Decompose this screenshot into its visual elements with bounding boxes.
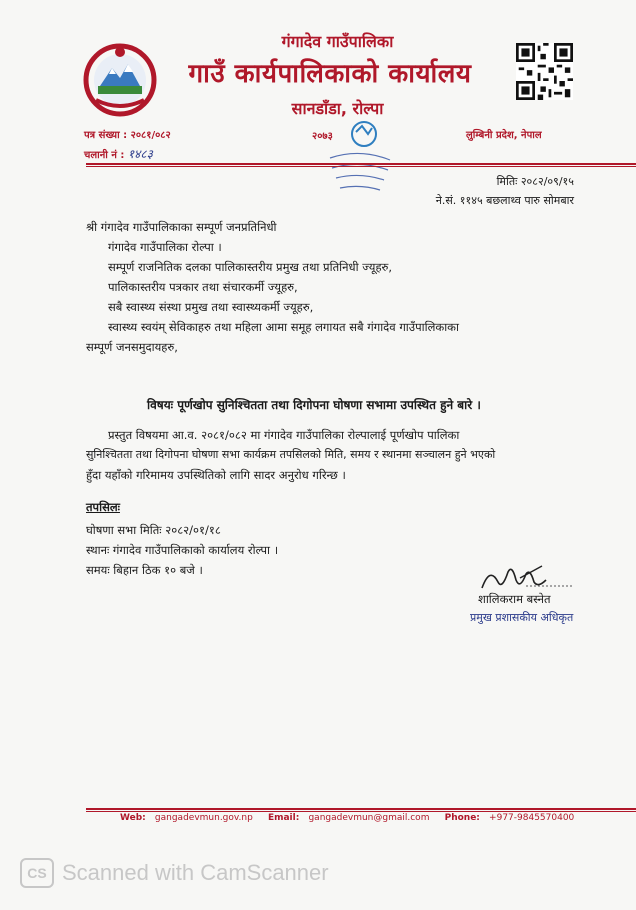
- web-label: Web:: [120, 813, 146, 823]
- header-divider: [86, 163, 636, 165]
- recipient-line: गंगादेव गाउँपालिका रोल्पा ।: [108, 240, 222, 254]
- nepal-emblem-icon: [82, 42, 158, 118]
- dispatch-label: चलानी नं :: [84, 150, 125, 161]
- camscanner-watermark: [20, 858, 329, 888]
- province-label: लुम्बिनी प्रदेश, नेपाल: [466, 130, 542, 141]
- nepal-sambat-date: ने.सं. ११४५ बछलाथ्व पारु सोमबार: [435, 194, 574, 207]
- header-divider-thin: [86, 166, 636, 167]
- footer-divider-thin: [86, 811, 636, 812]
- office-title: गाउँ कार्यपालिकाको कार्यालय: [188, 59, 472, 89]
- qr-code-icon: [516, 43, 573, 100]
- phone-label: Phone:: [444, 813, 480, 823]
- signatory-name: शालिकराम बस्नेत: [478, 592, 551, 606]
- body-paragraph: [86, 425, 572, 485]
- details-item: घोषणा सभा मितिः २०८२/०१/१८: [86, 523, 221, 537]
- municipality-name: गंगादेव गाउँपालिका: [281, 32, 394, 51]
- recipient-line: सबै स्वास्थ्य संस्था प्रमुख तथा स्वास्थ्यकर्मी ज्यूहरु,: [108, 300, 314, 314]
- ref-value: २०८१/०८२: [130, 130, 171, 141]
- recipient-line: सम्पूर्ण जनसमुदायहरु,: [86, 340, 178, 354]
- details-heading: तपसिलः: [86, 500, 120, 514]
- recipient-line: श्री गंगादेव गाउँपालिकाका सम्पूर्ण जनप्रतिनिधी: [86, 220, 277, 234]
- email-label: Email:: [267, 813, 300, 823]
- body-line: सुनिश्चितता तथा दिगोपना घोषणा सभा कार्यक्रम तपसिलको मिति, समय र स्थानमा सञ्चालन हुने भएको: [86, 448, 496, 461]
- details-item: समयः बिहान ठिक १० बजे ।: [86, 563, 203, 577]
- recipient-line: सम्पूर्ण राजनितिक दलका पालिकास्तरीय प्रमुख तथा प्रतिनिधी ज्यूहरु,: [108, 260, 393, 274]
- details-list: [86, 520, 278, 580]
- subject-line: विषयः पूर्णखोप सुनिश्चितता तथा दिगोपना घोषणा सभामा उपस्थित हुने बारे ।: [147, 398, 481, 412]
- camscanner-logo-icon: CS: [20, 858, 54, 888]
- office-address: सानडाँडा, रोल्पा: [291, 99, 384, 118]
- body-line: प्रस्तुत विषयमा आ.व. २०८१/०८२ मा गंगादेव गाउँपालिका रोल्पालाई पूर्णखोप पालिका: [108, 428, 460, 442]
- phone-number: +977-9845570400: [489, 813, 575, 823]
- signature-icon: [476, 560, 576, 596]
- web-link[interactable]: gangadevmun.gov.np: [154, 813, 253, 823]
- established-year: २०७३: [312, 131, 333, 142]
- camscanner-text: Scanned with CamScanner: [62, 860, 329, 885]
- email-link[interactable]: gangadevmun@gmail.com: [308, 813, 430, 823]
- footer-contacts: [120, 813, 586, 823]
- ref-label: पत्र संख्या :: [84, 130, 128, 141]
- recipients-block: [86, 217, 572, 357]
- body-line: हुँदा यहाँको गरिमामय उपस्थितिको लागि सादर अनुरोध गरिन्छ ।: [86, 468, 346, 482]
- letter-date: मितिः २०८२/०९/१५: [496, 175, 574, 188]
- dispatch-value: १४८३: [127, 147, 153, 161]
- recipient-line: पालिकास्तरीय पत्रकार तथा संचारकर्मी ज्यूहरु,: [108, 280, 298, 294]
- recipient-line: स्वास्थ्य स्वयंम् सेविकाहरु तथा महिला आमा समूह लगायत सबै गंगादेव गाउँपालिकाका: [108, 320, 459, 334]
- details-item: स्थानः गंगादेव गाउँपालिकाको कार्यालय रोल्पा ।: [86, 543, 279, 557]
- footer-divider: [86, 808, 636, 810]
- office-stamp-icon: [326, 118, 394, 202]
- signatory-title: प्रमुख प्रशासकीय अधिकृत: [470, 611, 574, 624]
- reference-block: [84, 127, 171, 165]
